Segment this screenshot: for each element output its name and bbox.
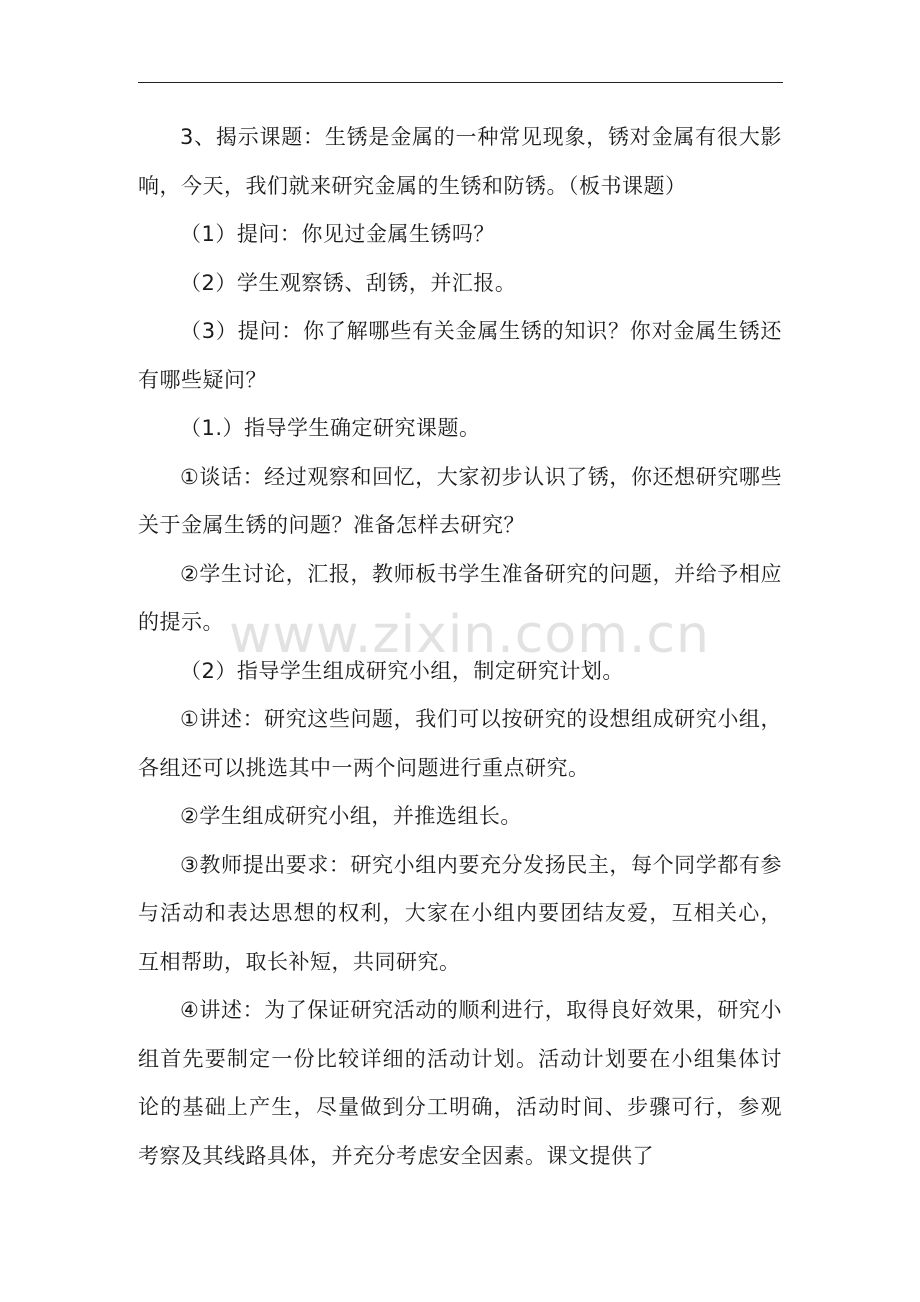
paragraph-requirements: ③教师提出要求：研究小组内要充分发扬民主，每个同学都有参与活动和表达思想的权利，大家在小组内要团结友爱，互相关心，互相帮助，取长补短，共同研究。 [138,852,782,974]
paragraph-elect-leader: ②学生组成研究小组，并推选组长。 [180,804,522,828]
paragraph-question-1: （1）提问：你见过金属生锈吗？ [180,222,495,246]
paragraph-guide-topic: （1.）指导学生确定研究课题。 [180,416,481,440]
header-rule [138,82,783,83]
paragraph-form-groups: （2）指导学生组成研究小组，制定研究计划。 [180,658,624,683]
paragraph-observe-rust: （2）学生观察锈、刮锈，并汇报。 [180,270,517,295]
paragraph-reveal-topic: 3、揭示课题：生锈是金属的一种常见现象，锈对金属有很大影响，今天，我们就来研究金属的生锈和防锈。（板书课题） [138,125,782,198]
paragraph-explain-groups: ①讲述：研究这些问题，我们可以按研究的设想组成研究小组，各组还可以挑选其中一两个问题进行重点研究。 [138,707,782,780]
paragraph-activity-plan: ④讲述：为了保证研究活动的顺利进行，取得良好效果，研究小组首先要制定一份比较详细的活动计划。活动计划要在小组集体讨论的基础上产生，尽量做到分工明确，活动时间、步骤可行，参观考察及其线路具体，并充分考虑安全因素。课文提供了 [138,998,782,1168]
paragraph-question-3: （3）提问：你了解哪些有关金属生锈的知识？你对金属生锈还有哪些疑问？ [138,319,782,392]
paragraph-discussion: ②学生讨论，汇报，教师板书学生准备研究的问题，并给予相应的提示。 [138,561,782,634]
paragraph-talk: ①谈话：经过观察和回忆，大家初步认识了锈，你还想研究哪些关于金属生锈的问题？准备怎样去研究？ [138,464,782,537]
document-body [138,113,782,1180]
watermark: www.zixin.com.cn [229,605,710,665]
